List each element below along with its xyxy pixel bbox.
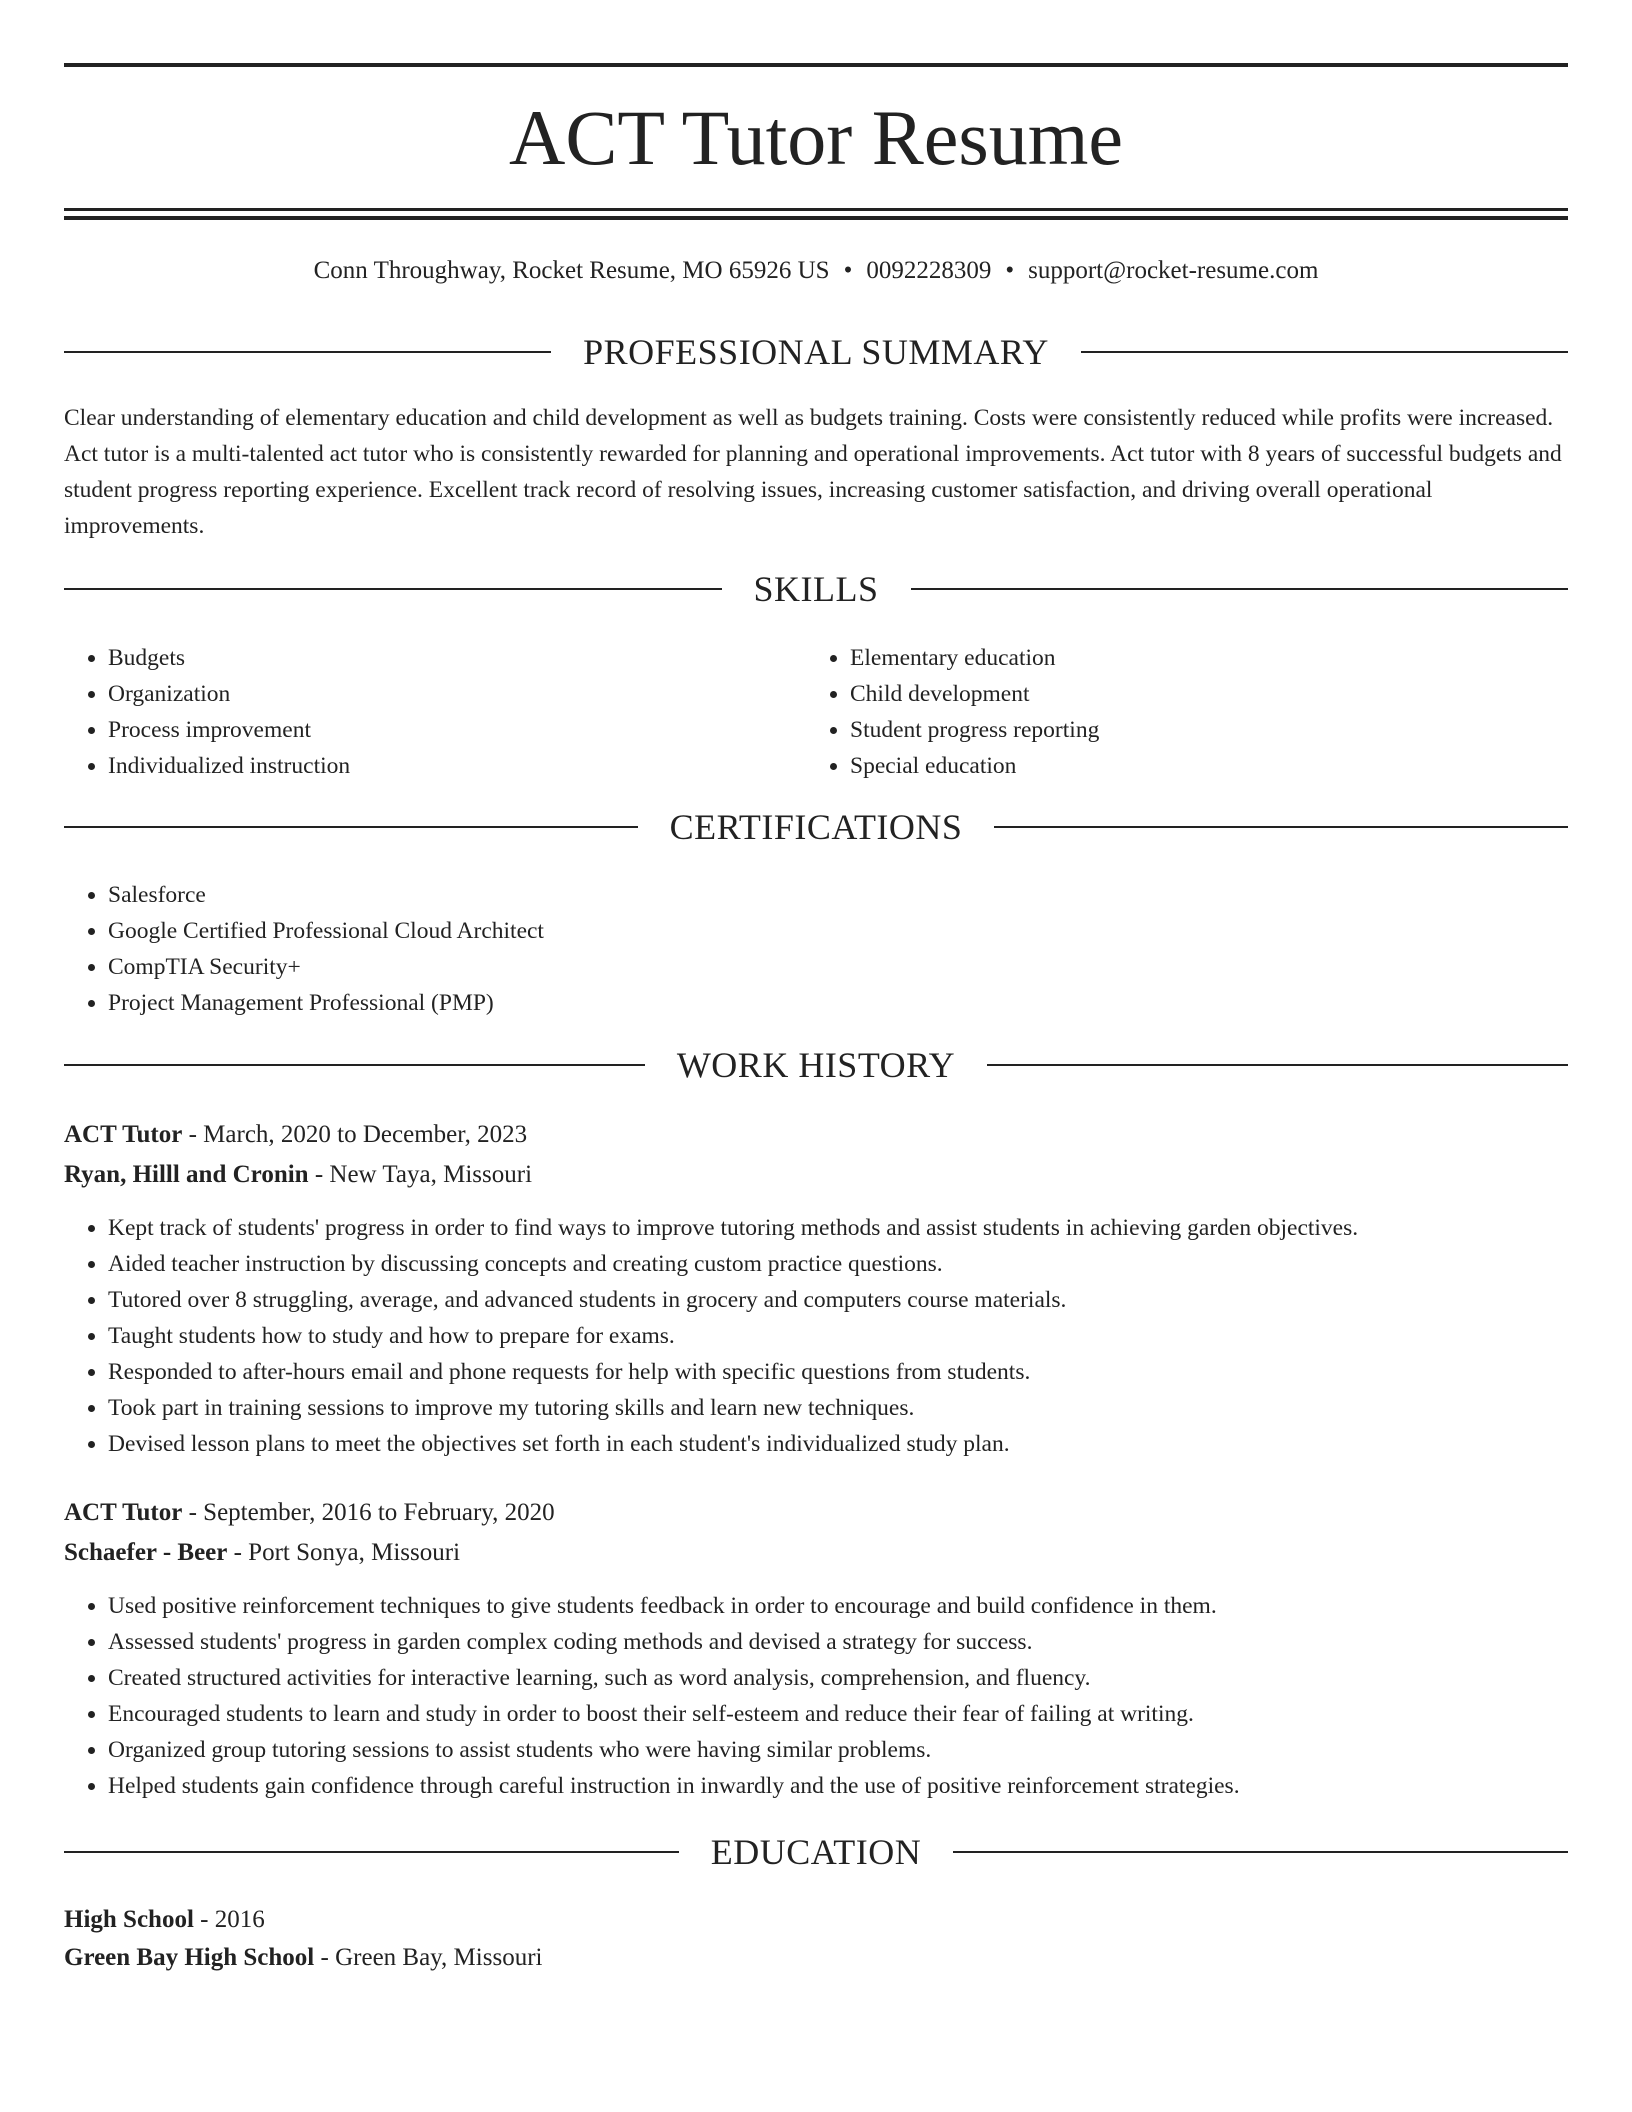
skills-column-left [64, 640, 764, 784]
job-bullet: • Organized group tutoring sessions to assist students who were having similar problems. [108, 1732, 1568, 1768]
certification-item: • Google Certified Professional Cloud Architect [108, 913, 1064, 949]
top-rule [64, 63, 1568, 67]
section-title: PROFESSIONAL SUMMARY [583, 332, 1049, 372]
section-title: SKILLS [753, 569, 879, 609]
heading-rule [987, 1064, 1568, 1066]
title-rule-upper [64, 208, 1568, 211]
heading-rule [64, 351, 551, 353]
contact-email: support@rocket-resume.com [1028, 257, 1319, 284]
job-bullet: • Kept track of students' progress in order to find ways to improve tutoring methods and assist students in achieving garden objectives. [108, 1210, 1568, 1246]
contact-address: Conn Throughway, Rocket Resume, MO 65926 US [313, 257, 830, 284]
skill-item: • Student progress reporting [850, 712, 1506, 748]
education-degree-line [64, 1900, 1568, 1940]
skill-item: • Elementary education [850, 640, 1506, 676]
education-school-line [64, 1938, 1568, 1978]
certifications-list [64, 877, 1064, 1021]
job-bullets [64, 1588, 1568, 1804]
certification-item: • Salesforce [108, 877, 1064, 913]
section-heading-certifications [64, 805, 1568, 849]
job-bullet: • Responded to after-hours email and phone requests for help with specific questions from students. [108, 1354, 1568, 1390]
job-company: Schaefer - Beer [64, 1539, 228, 1566]
job-bullet: • Helped students gain confidence through careful instruction in inwardly and the use of positive reinforcement strategies. [108, 1768, 1568, 1804]
contact-phone: 0092228309 [866, 257, 992, 284]
summary-text: Clear understanding of elementary education and child development as well as budgets training. Costs were consistently reduced while profits were increased. Act tutor is a multi-talented act tutor who is consistently rewarded for planning and operational improvements. Act tutor with 8 years of successful budgets and student progress reporting experience. Excellent track record of resolving issues, increasing customer satisfaction, and driving overall operational improvements. [64, 405, 1562, 539]
heading-rule [994, 826, 1568, 828]
title-rule-lower [64, 216, 1568, 220]
education-school: Green Bay High School [64, 1944, 315, 1971]
contact-line [64, 255, 1568, 287]
heading-rule [911, 588, 1569, 590]
skill-item: • Individualized instruction [108, 748, 764, 784]
job-bullet: • Used positive reinforcement techniques to give students feedback in order to encourage and build confidence in them. [108, 1588, 1568, 1624]
skill-item: • Special education [850, 748, 1506, 784]
contact-separator: • [843, 257, 853, 284]
skill-item: • Process improvement [108, 712, 764, 748]
skill-item: • Child development [850, 676, 1506, 712]
heading-rule [64, 826, 638, 828]
job-dates: - March, 2020 to December, 2023 [182, 1121, 528, 1148]
job-location: - New Taya, Missouri [308, 1161, 533, 1188]
job-bullets [64, 1210, 1568, 1462]
section-title: CERTIFICATIONS [669, 807, 963, 847]
job-company: Ryan, Hilll and Cronin [64, 1161, 309, 1188]
skills-column-right [806, 640, 1506, 784]
section-heading-education [64, 1830, 1568, 1874]
education-year: - 2016 [193, 1906, 265, 1933]
heading-rule [64, 588, 722, 590]
job-bullet: • Tutored over 8 struggling, average, and advanced students in grocery and computers course materials. [108, 1282, 1568, 1318]
section-title: WORK HISTORY [676, 1045, 956, 1085]
job-company-line [64, 1155, 1568, 1195]
job-company-line [64, 1533, 1568, 1573]
job-bullet: • Took part in training sessions to improve my tutoring skills and learn new techniques. [108, 1390, 1568, 1426]
contact-separator: • [1005, 257, 1015, 284]
job-location: - Port Sonya, Missouri [227, 1539, 461, 1566]
job-title: ACT Tutor [64, 1499, 183, 1526]
certification-item: • Project Management Professional (PMP) [108, 985, 1064, 1021]
job-bullet: • Assessed students' progress in garden complex coding methods and devised a strategy for success. [108, 1624, 1568, 1660]
job-bullet: • Devised lesson plans to meet the objectives set forth in each student's individualized study plan. [108, 1426, 1568, 1462]
skill-item: • Organization [108, 676, 764, 712]
education-degree: High School [64, 1906, 194, 1933]
job-bullet: • Created structured activities for interactive learning, such as word analysis, comprehension, and fluency. [108, 1660, 1568, 1696]
job-bullet: • Encouraged students to learn and study in order to boost their self-esteem and reduce their fear of failing at writing. [108, 1696, 1568, 1732]
job-title: ACT Tutor [64, 1121, 183, 1148]
resume-title: ACT Tutor Resume [508, 94, 1124, 181]
heading-rule [953, 1851, 1568, 1853]
job-bullet: • Taught students how to study and how to prepare for exams. [108, 1318, 1568, 1354]
section-heading-work [64, 1043, 1568, 1087]
job-dates: - September, 2016 to February, 2020 [182, 1499, 555, 1526]
section-title: EDUCATION [710, 1832, 922, 1872]
job-bullet: • Aided teacher instruction by discussing concepts and creating custom practice questions. [108, 1246, 1568, 1282]
certification-item: • CompTIA Security+ [108, 949, 1064, 985]
section-heading-skills [64, 567, 1568, 611]
heading-rule [64, 1851, 679, 1853]
skill-item: • Budgets [108, 640, 764, 676]
heading-rule [64, 1064, 645, 1066]
education-location: - Green Bay, Missouri [314, 1944, 543, 1971]
job-title-line [64, 1115, 1568, 1155]
section-heading-summary [64, 330, 1568, 374]
job-title-line [64, 1493, 1568, 1533]
heading-rule [1081, 351, 1568, 353]
